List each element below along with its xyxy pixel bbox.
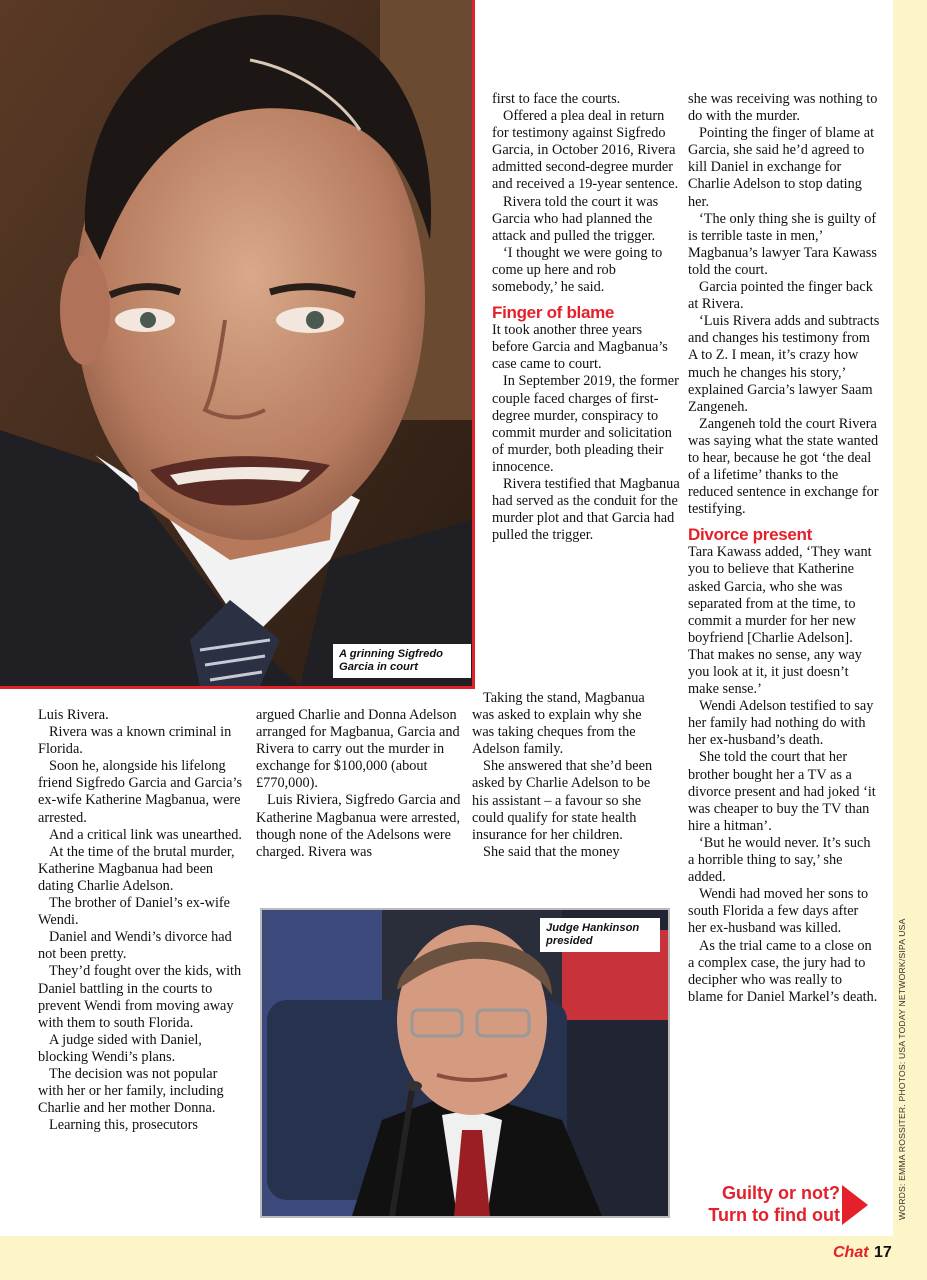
paragraph: Soon he, alongside his lifelong friend Sigfredo Garcia and Garcia’s ex-wife Katherine Magbanua, were arrested.: [38, 758, 243, 826]
paragraph: They’d fought over the kids, with Daniel battling in the courts to prevent Wendi from moving away with them to south Florida.: [38, 963, 242, 1031]
paragraph: As the trial came to a close on a complex case, the jury had to decipher who was really to blame for Daniel Markel’s death.: [688, 937, 878, 1005]
paragraph: Tara Kawass added, ‘They want you to believe that Katherine asked Garcia, who she was separated from at the time, to commit a murder for her new boyfriend [Charlie Adelson]. That makes no sense, any way you look at it, it just doesn’t make sense.’: [688, 544, 872, 698]
paragraph: Wendi Adelson testified to say her family had nothing do with her ex-husband’s death.: [688, 698, 874, 749]
article-column-4: [688, 91, 880, 1006]
teaser-line-1: Guilty or not?: [722, 1183, 840, 1203]
paragraph: argued Charlie and Donna Adelson arranged for Magbanua, Garcia and Rivera to carry out the murder in exchange for $100,000 (about £770,000).: [256, 707, 460, 792]
magazine-brand: Chat: [833, 1244, 869, 1261]
paragraph: Pointing the finger of blame at Garcia, she said he’d agreed to kill Daniel in exchange for Charlie Adelson to stop dating her.: [688, 125, 875, 210]
paragraph: ‘The only thing she is guilty of is terrible taste in men,’ Magbanua’s lawyer Tara Kawass told the court.: [688, 210, 877, 278]
footer-band: [0, 1236, 927, 1280]
article-column-1: [38, 707, 246, 1134]
photo2-caption: Judge Hankinson presided: [540, 918, 660, 952]
paragraph: Rivera was a known criminal in Florida.: [38, 724, 232, 758]
paragraph: first to face the courts.: [492, 91, 621, 107]
teaser-line-2: Turn to find out: [708, 1205, 840, 1225]
paragraph: It took another three years before Garcia and Magbanua’s case came to court.: [492, 322, 668, 373]
subheading-finger-of-blame: Finger of blame: [492, 303, 615, 323]
photo-credit: WORDS: EMMA ROSSITER. PHOTOS: USA TODAY NETWORK/SIPA USA: [897, 918, 907, 1220]
photo-sigfredo-garcia: [0, 0, 475, 689]
paragraph: Daniel and Wendi’s divorce had not been pretty.: [38, 929, 232, 963]
continue-teaser: [690, 1182, 880, 1228]
paragraph: Taking the stand, Magbanua was asked to explain why she was taking cheques from the Adelson family.: [472, 690, 645, 758]
paragraph: Wendi had moved her sons to south Florida a few days after her ex-husband was killed.: [688, 886, 869, 937]
paragraph: ‘I thought we were going to come up here and rob somebody,’ he said.: [492, 244, 663, 296]
paragraph: And a critical link was unearthed.: [49, 826, 242, 843]
article-column-3-bottom: [472, 690, 662, 861]
paragraph: Rivera testified that Magbanua had served as the conduit for the murder plot and that Garcia had pulled the trigger.: [492, 475, 680, 544]
paragraph: she was receiving was nothing to do with the murder.: [688, 91, 878, 125]
paragraph: The decision was not popular with her or her family, including Charlie and her mother Donna.: [38, 1065, 224, 1117]
paragraph: Luis Rivera.: [38, 707, 109, 723]
paragraph: She told the court that her brother bought her a TV as a divorce present and had joked ‘it was cheaper to buy the TV than hire a hitman’.: [688, 749, 876, 834]
paragraph: ‘Luis Rivera adds and subtracts and changes his testimony from A to Z. I mean, it’s crazy how much he changes his story,’ explained Garcia’s lawyer Saam Zangeneh.: [688, 313, 880, 415]
paragraph: She answered that she’d been asked by Charlie Adelson to be his assistant – a favour so she could qualify for state health insurance for her children.: [472, 758, 653, 843]
paragraph: Luis Riviera, Sigfredo Garcia and Katherine Magbanua were arrested, though none of the Adelsons were charged. Rivera was: [256, 792, 461, 860]
paragraph: In September 2019, the former couple faced charges of first-degree murder, conspiracy to commit murder and solicitation of murder, both pleading their innocence.: [492, 373, 679, 475]
judge-photo-illustration: [262, 910, 668, 1216]
photo1-caption: A grinning Sigfredo Garcia in court: [333, 644, 471, 678]
photo-judge-hankinson: [260, 908, 670, 1218]
paragraph: Learning this, prosecutors: [49, 1117, 198, 1134]
paragraph: ‘But he would never. It’s such a horrible thing to say,’ she added.: [688, 834, 871, 886]
arrow-right-icon: [842, 1185, 868, 1225]
paragraph: At the time of the brutal murder, Katherine Magbanua had been dating Charlie Adelson.: [38, 843, 235, 894]
paragraph: The brother of Daniel’s ex-wife Wendi.: [38, 895, 231, 929]
paragraph: Offered a plea deal in return for testimony against Sigfredo Garcia, in October 2016, Rivera admitted second-degree murder and received a 19-year sentence.: [492, 108, 679, 193]
garcia-photo-illustration: [0, 0, 472, 686]
paragraph: Rivera told the court it was Garcia who had planned the attack and pulled the trigger.: [492, 193, 659, 244]
teaser-text: [690, 1182, 840, 1226]
paragraph: A judge sided with Daniel, blocking Wendi’s plans.: [38, 1031, 202, 1065]
article-column-3-top: [492, 91, 680, 544]
paragraph: Garcia pointed the finger back at Rivera.: [688, 279, 873, 313]
subheading-divorce-present: Divorce present: [688, 525, 812, 545]
paragraph: She said that the money: [483, 843, 620, 860]
page-number: 17: [874, 1244, 892, 1261]
paragraph: Zangeneh told the court Rivera was saying what the state wanted to hear, because he got ‘the deal of a lifetime’ thanks to the reduced sentence in exchange for testifying.: [688, 415, 879, 518]
article-column-2: [256, 707, 468, 861]
